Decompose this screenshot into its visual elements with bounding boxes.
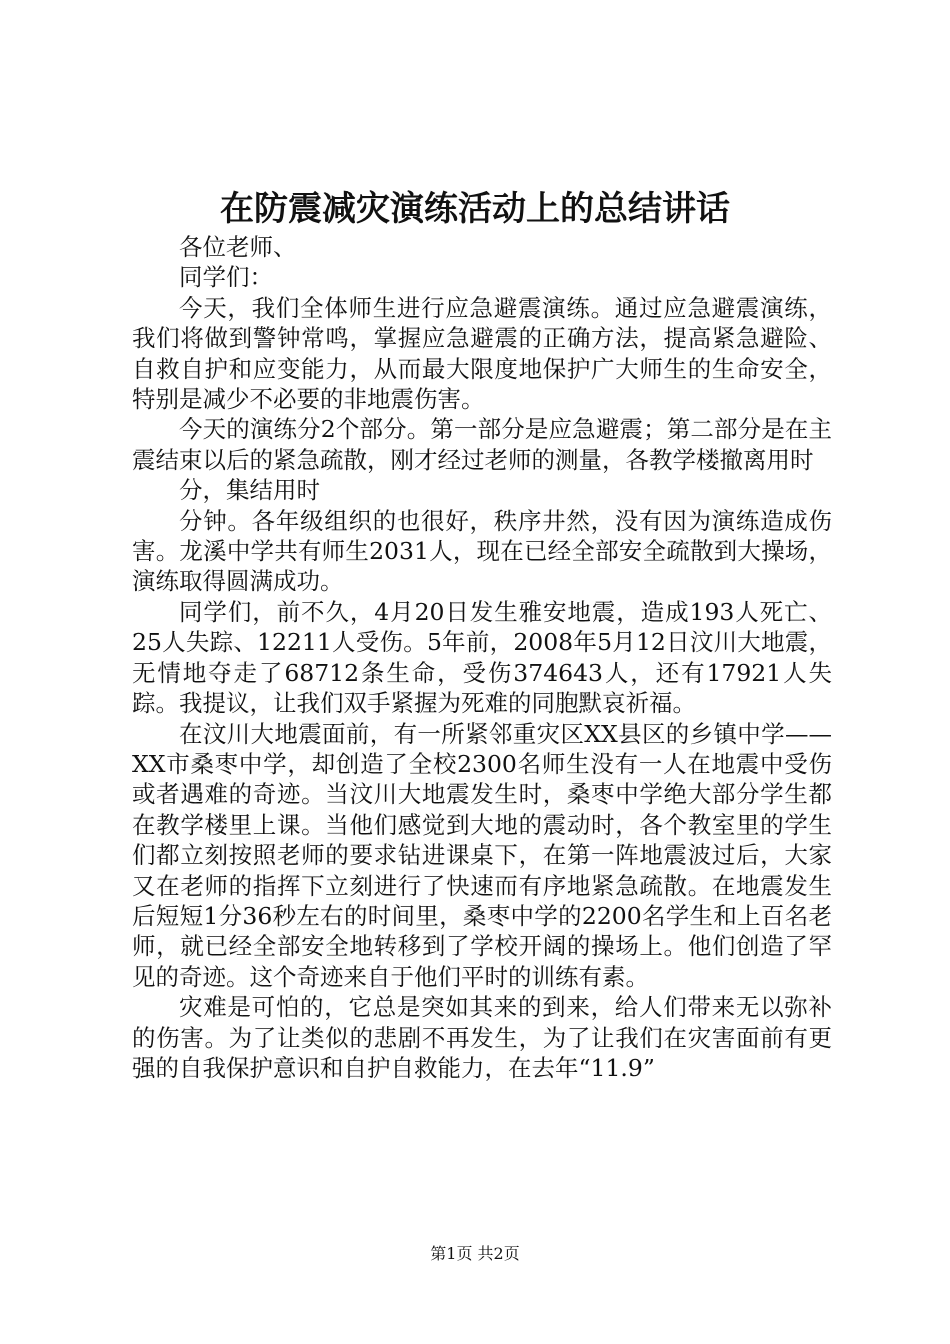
paragraph: 灾难是可怕的，它总是突如其来的到来，给人们带来无以弥补的伤害。为了让类似的悲剧不再发生，为了让我们在灾害面前有更强的自我保护意识和自护自救能力，在去年“11.9” [132, 993, 832, 1082]
paragraph: 同学们，前不久，4月20日发生雅安地震，造成193人死亡、25人失踪、12211人受伤。5年前，2008年5月12日汶川大地震，无情地夺走了68712条生命，受伤374643人，还有17921人失踪。我提议，让我们双手紧握为死难的同胞默哀祈福。 [132, 597, 832, 718]
document-title: 在防震减灾演练活动上的总结讲话 [220, 189, 730, 229]
page-number: 第1页 共2页 [430, 1244, 520, 1263]
paragraph: 今天，我们全体师生进行应急避震演练。通过应急避震演练，我们将做到警钟常鸣，掌握应急避震的正确方法，提高紧急避险、自救自护和应变能力，从而最大限度地保护广大师生的生命安全，特别是减少不必要的非地震伤害。 [132, 293, 832, 414]
document-body [132, 232, 832, 1083]
paragraph: 分钟。各年级组织的也很好，秩序井然，没有因为演练造成伤害。龙溪中学共有师生2031人，现在已经全部安全疏散到大操场，演练取得圆满成功。 [132, 506, 832, 596]
greeting-line: 同学们： [179, 263, 273, 292]
paragraph: 在汶川大地震面前，有一所紧邻重灾区XX县区的乡镇中学——XX市桑枣中学，却创造了全校2300名师生没有一人在地震中受伤或者遇难的奇迹。当汶川大地震发生时，桑枣中学绝大部分学生都在教学楼里上课。当他们感觉到大地的震动时，各个教室里的学生们都立刻按照老师的要求钻进课桌下，在第一阵地震波过后，大家又在老师的指挥下立刻进行了快速而有序地紧急疏散。在地震发生后短短1分36秒左右的时间里，桑枣中学的2200名学生和上百名老师，就已经全部安全地转移到了学校开阔的操场上。他们创造了罕见的奇迹。这个奇迹来自于他们平时的训练有素。 [132, 719, 832, 991]
paragraph: 今天的演练分2个部分。第一部分是应急避震；第二部分是在主震结束以后的紧急疏散，刚才经过老师的测量，各教学楼撤离用时 [132, 415, 832, 474]
greeting-line: 各位老师、 [179, 233, 297, 261]
paragraph: 分，集结用时 [179, 476, 320, 505]
